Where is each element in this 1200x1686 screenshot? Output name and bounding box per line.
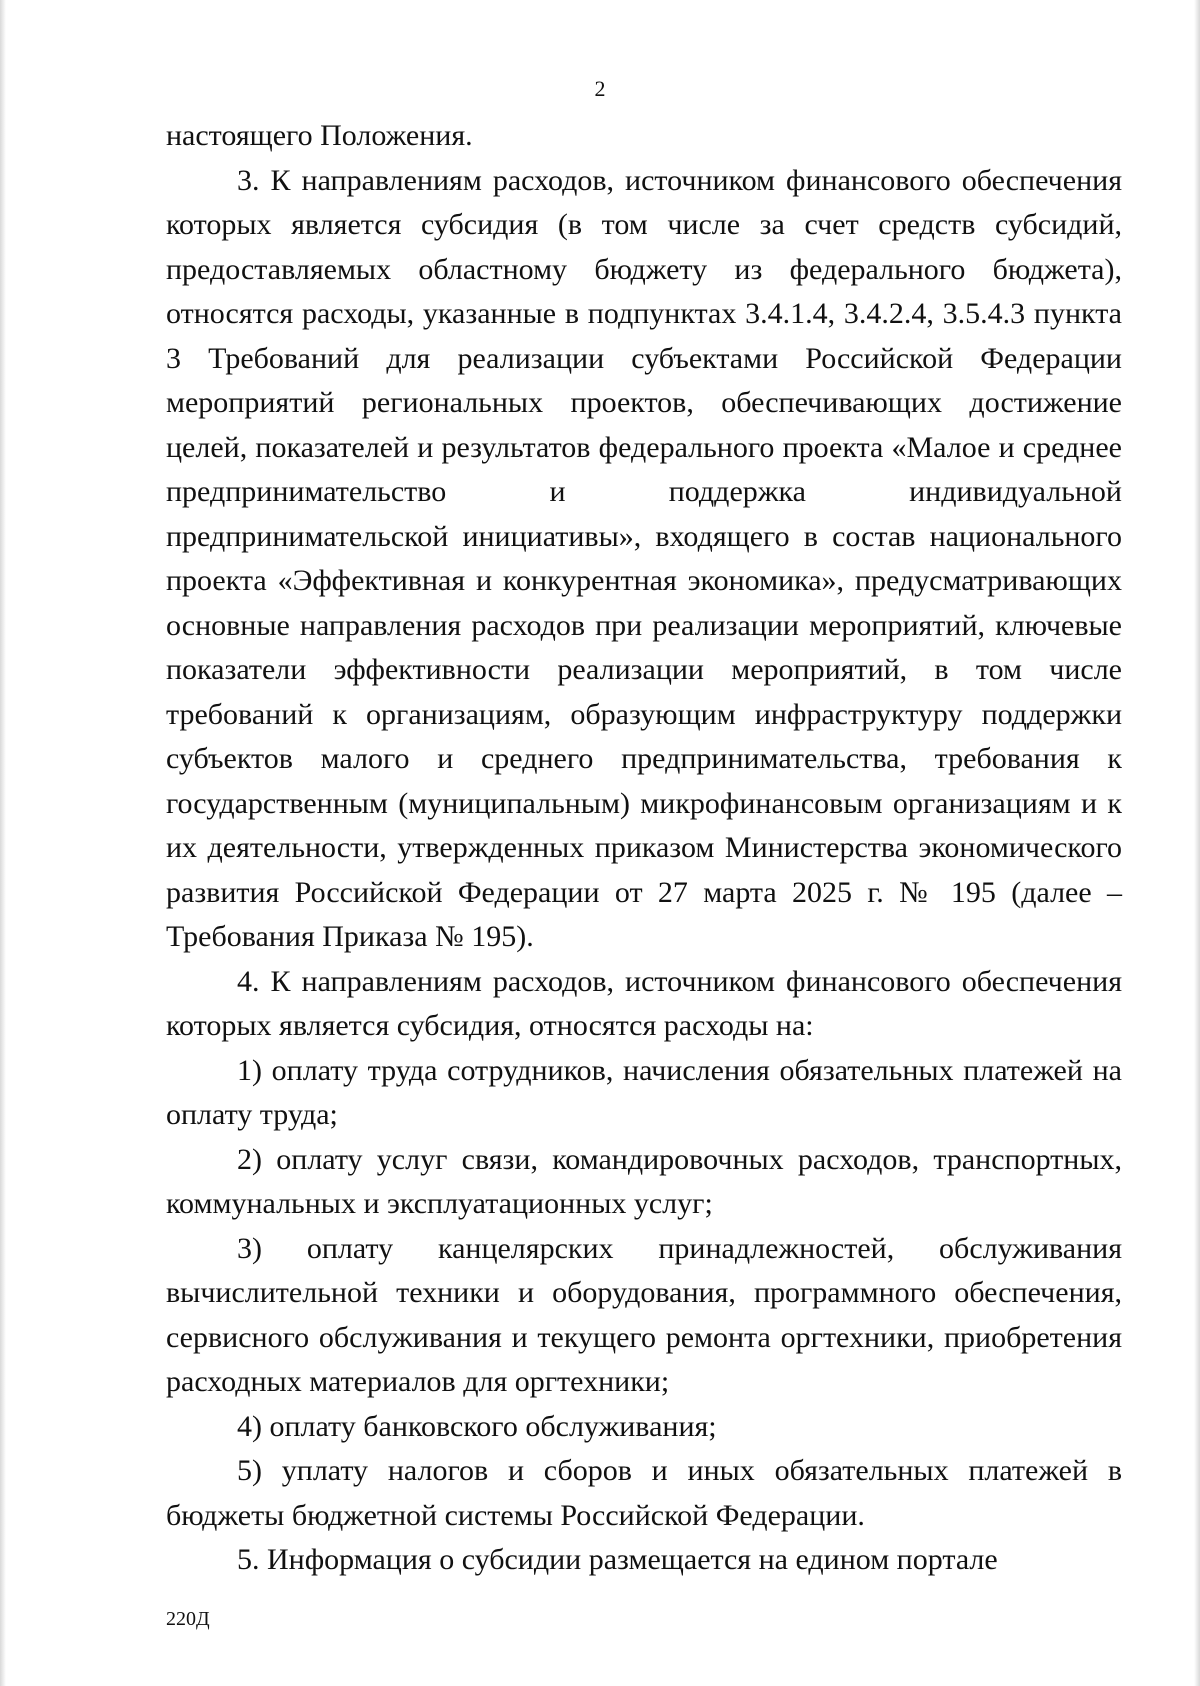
- paragraph-item-4: 4. К направлениям расходов, источником финансового обеспечения которых является субсидия, относятся расходы на:: [166, 964, 1122, 1042]
- subitem-5: 5) уплату налогов и сборов и иных обязательных платежей в бюджеты бюджетной системы Российской Федерации.: [166, 1454, 1122, 1532]
- subitem-1: 1) оплату труда сотрудников, начисления обязательных платежей на оплату труда;: [166, 1053, 1122, 1131]
- footer-document-code: 220Д: [166, 1608, 210, 1630]
- subitem-2: 2) оплату услуг связи, командировочных расходов, транспортных, коммунальных и эксплуатационных услуг;: [166, 1142, 1122, 1220]
- page-number: 2: [594, 76, 606, 101]
- paragraph-item-5: 5. Информация о субсидии размещается на едином портале: [237, 1543, 998, 1576]
- scan-edge-right: [1194, 0, 1200, 1686]
- paragraph-continuation: настоящего Положения.: [166, 119, 473, 152]
- paragraph-item-3: 3. К направлениям расходов, источником финансового обеспечения которых является субсидия (в том числе за счет средств субсидий, предоставляемых областному бюджету из федерального бюджета), относятся расходы, указанные в подпунктах 3.4.1.4, 3.4.2.4, 3.5.4.3 пункта 3 Требований для реализации субъектами Российской Федерации мероприятий региональных проектов, обеспечивающих достижение целей, показателей и результатов федерального проекта «Малое и среднее предпринимательство и поддержка индивидуальной предпринимательской инициативы», входящего в состав национального проекта «Эффективная и конкурентная экономика», предусматривающих основные направления расходов при реализации мероприятий, ключевые показатели эффективности реализации мероприятий, в том числе требований к организациям, образующим инфраструктуру поддержки субъектов малого и среднего предпринимательства, требования к государственным (муниципальным) микрофинансовым организациям и к их деятельности, утвержденных приказом Министерства экономического развития Российской Федерации от 27 марта 2025 г. № 195 (далее – Требования Приказа № 195).: [166, 163, 1122, 953]
- subitem-4: 4) оплату банковского обслуживания;: [237, 1409, 717, 1443]
- subitem-3: 3) оплату канцелярских принадлежностей, обслуживания вычислительной техники и оборудования, программного обеспечения, сервисного обслуживания и текущего ремонта оргтехники, приобретения расходных материалов для оргтехники;: [166, 1231, 1122, 1398]
- scan-edge-left: [0, 0, 6, 1686]
- document-body: [166, 114, 1122, 1583]
